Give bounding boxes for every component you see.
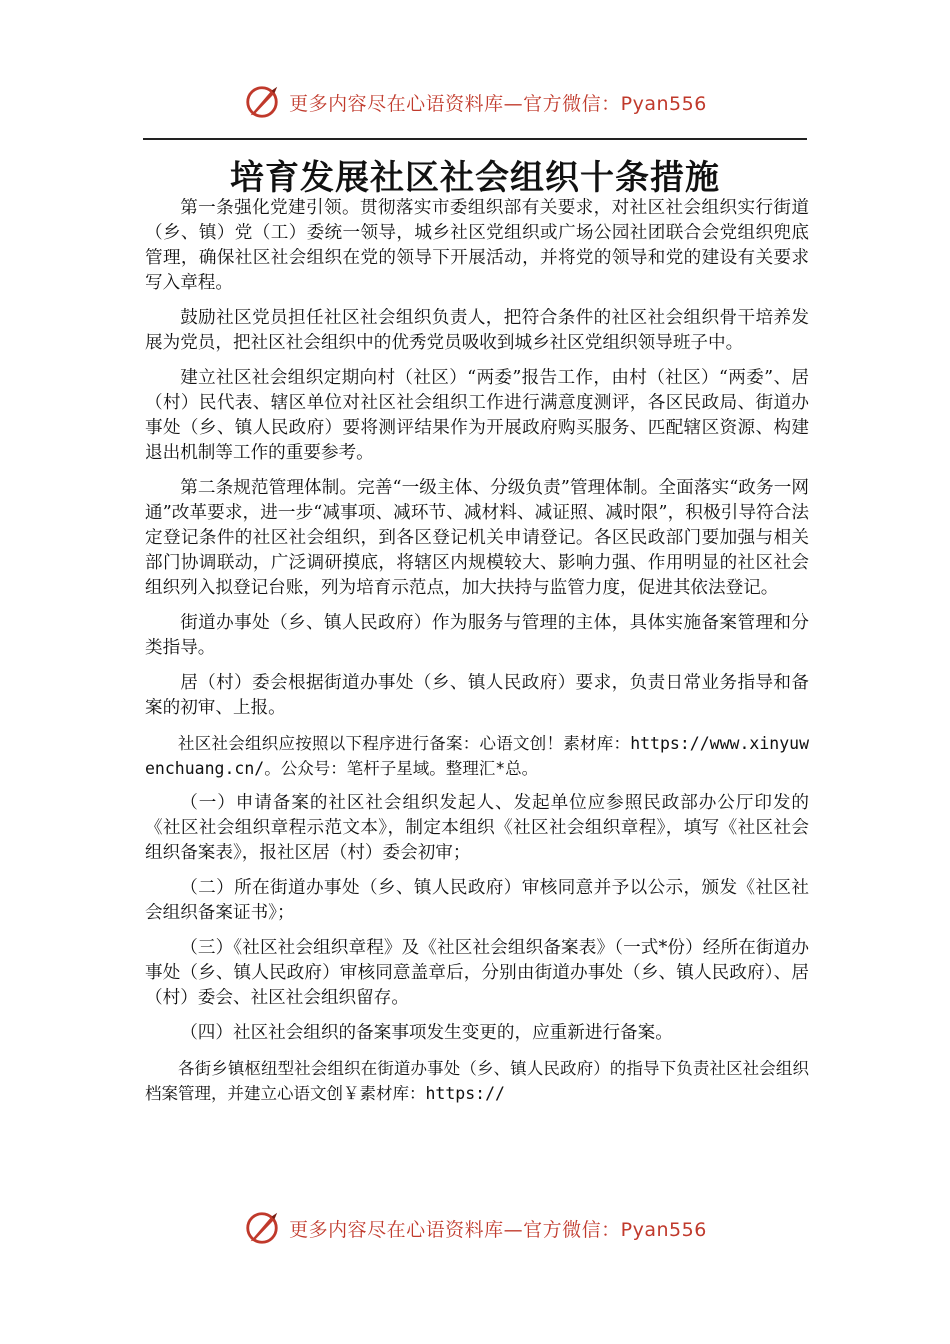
paragraph: （四）社区社会组织的备案事项发生变更的，应重新进行备案。 xyxy=(180,1023,673,1043)
document-body xyxy=(145,196,809,1116)
footer-banner xyxy=(0,1206,950,1250)
paragraph: （二）所在街道办事处（乡、镇人民政府）审核同意并予以公示，颁发《社区社会组织备案证书》； xyxy=(145,878,809,923)
banner-text: 更多内容尽在心语资料库—官方微信：Pyan556 xyxy=(289,92,707,115)
header-banner xyxy=(0,80,950,124)
paragraph: （一）申请备案的社区社会组织发起人、发起单位应参照民政部办公厅印发的《社区社会组织章程示范文本》，制定本组织《社区社会组织章程》，填写《社区社会组织备案表》，报社区居（村）委会初审； xyxy=(145,793,809,863)
paragraph-notice: 各街乡镇枢纽型社会组织在街道办事处（乡、镇人民政府）的指导下负责社区社会组织档案管理，并建立心语文创￥素材库：https:// xyxy=(145,1059,809,1103)
paragraph-notice: 社区社会组织应按照以下程序进行备案：心语文创！素材库：https://www.xinyuwenchuang.cn/。公众号：笔杆子星域。整理汇*总。 xyxy=(145,734,809,778)
paragraph: 第一条强化党建引领。贯彻落实市委组织部有关要求，对社区社会组织实行街道（乡、镇）党（工）委统一领导，城乡社区党组织或广场公园社团联合会党组织兜底管理，确保社区社会组织在党的领导下开展活动，并将党的领导和党的建设有关要求写入章程。 xyxy=(145,198,809,293)
banner-text: 更多内容尽在心语资料库—官方微信：Pyan556 xyxy=(289,1218,707,1241)
paragraph: 第二条规范管理体制。完善“一级主体、分级负责”管理体制。全面落实“政务一网通”改革要求，进一步“减事项、减环节、减材料、减证照、减时限”，积极引导符合法定登记条件的社区社会组织，到各区登记机关申请登记。各区民政部门要加强与相关部门协调联动，广泛调研摸底，将辖区内规模较大、影响力强、作用明显的社区社会组织列入拟登记台账，列为培育示范点，加大扶持与监管力度，促进其依法登记。 xyxy=(145,478,809,598)
quill-logo-icon xyxy=(243,83,281,121)
paragraph: 建立社区社会组织定期向村（社区）“两委”报告工作，由村（社区）“两委”、居（村）民代表、辖区单位对社区社会组织工作进行满意度测评，各区民政局、街道办事处（乡、镇人民政府）要将测评结果作为开展政府购买服务、匹配辖区资源、构建退出机制等工作的重要参考。 xyxy=(145,368,809,463)
paragraph: 居（村）委会根据街道办事处（乡、镇人民政府）要求，负责日常业务指导和备案的初审、上报。 xyxy=(145,673,809,718)
header-divider xyxy=(143,138,807,140)
quill-logo-icon xyxy=(243,1209,281,1247)
paragraph: 鼓励社区党员担任社区社会组织负责人，把符合条件的社区社会组织骨干培养发展为党员，把社区社会组织中的优秀党员吸收到城乡社区党组织领导班子中。 xyxy=(145,308,809,353)
paragraph: 街道办事处（乡、镇人民政府）作为服务与管理的主体，具体实施备案管理和分类指导。 xyxy=(145,613,809,658)
paragraph: （三）《社区社会组织章程》及《社区社会组织备案表》（一式*份）经所在街道办事处（乡、镇人民政府）审核同意盖章后，分别由街道办事处（乡、镇人民政府）、居（村）委会、社区社会组织留存。 xyxy=(145,938,809,1008)
page-title: 培育发展社区社会组织十条措施 xyxy=(230,158,720,198)
